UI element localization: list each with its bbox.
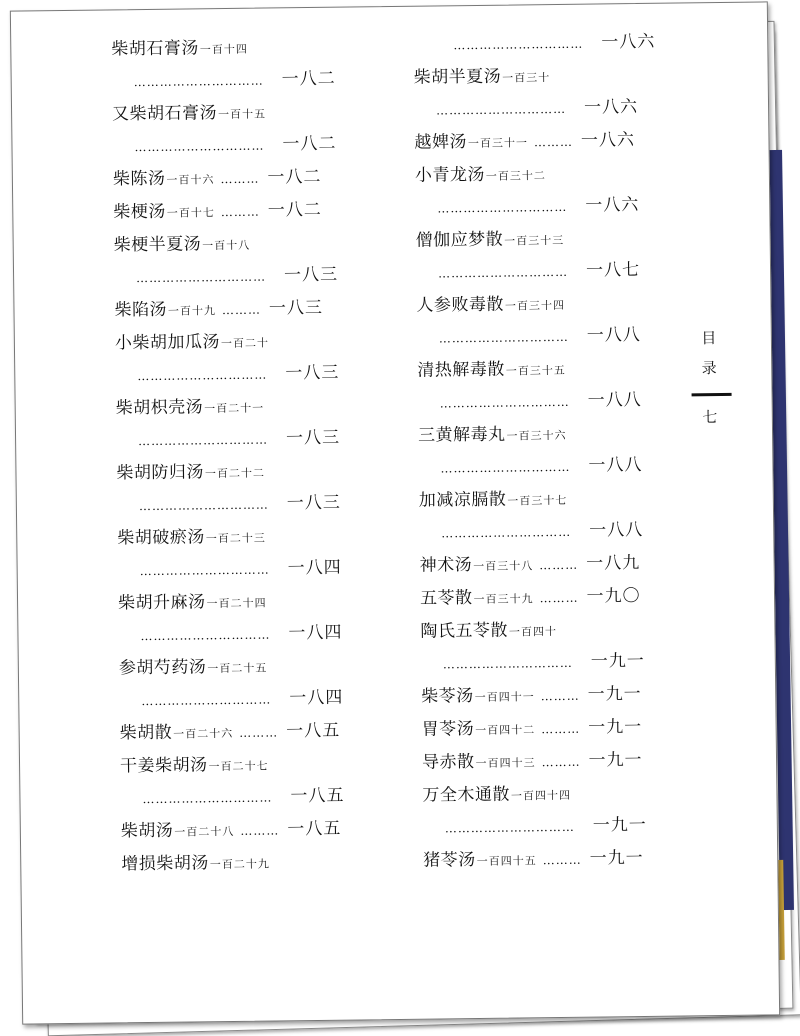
toc-entry-title: 柴苓汤: [421, 686, 474, 707]
toc-entry: [415, 155, 716, 224]
page-number: 七: [702, 408, 718, 427]
toc-entry-page: 一八三: [268, 297, 324, 319]
dot-leader: …………………………: [134, 138, 265, 155]
section-label: [691, 323, 728, 432]
toc-entry: [419, 545, 719, 582]
toc-entry-page: 一八三: [285, 362, 340, 384]
toc-entry: [420, 611, 721, 680]
toc-entry-title: 神术汤: [419, 555, 473, 576]
toc-entry-number: 一百十五: [218, 107, 267, 122]
toc-entry-title: 加减凉膈散: [418, 489, 507, 511]
toc-entry: [113, 192, 413, 229]
toc-entry-page: 一八三: [283, 264, 339, 286]
toc-entry-page: 一八三: [286, 492, 341, 514]
toc-entry: [414, 122, 714, 159]
toc-entry-title: 柴胡石膏汤: [111, 38, 199, 60]
toc-entry: [418, 415, 719, 484]
dot-leader: ………: [542, 852, 582, 868]
toc-entry-page: 一八八: [588, 454, 643, 476]
dot-leader: …………………………: [136, 269, 267, 286]
toc-entry: [114, 225, 415, 294]
toc-entry-number: 一百三十八: [473, 559, 534, 574]
toc-entry-title: 柴胡半夏汤: [413, 66, 502, 88]
toc-entry-title: 陶氏五苓散: [420, 620, 509, 642]
dot-leader: ………: [239, 725, 279, 740]
dot-leader: …………………………: [442, 655, 573, 672]
toc-entry-page: 一八七: [585, 259, 641, 281]
toc-entry-page: 一八六: [601, 31, 656, 53]
toc-entry-number: 一百二十: [220, 336, 269, 351]
dot-leader: ………: [240, 823, 280, 838]
toc-entry-title: 万全木通散: [422, 784, 511, 806]
toc-entry-number: 一百三十五: [505, 363, 566, 378]
toc-entry-title: 柴梗汤: [113, 201, 166, 223]
toc-entry-number: 一百二十二: [204, 466, 266, 481]
toc-entry: [420, 578, 720, 615]
dot-leader: …………………………: [138, 497, 269, 514]
dot-leader: …………………………: [141, 692, 272, 709]
toc-entry-title: 柴梗半夏汤: [113, 234, 202, 256]
toc-entry-page: 一九一: [592, 814, 647, 836]
toc-entry-number: 一百三十三: [504, 233, 565, 248]
toc-entry: [415, 220, 716, 289]
toc-entry: [421, 676, 721, 713]
toc-entry-number: 一百十九: [167, 304, 217, 318]
dot-leader: …………………………: [438, 329, 569, 346]
toc-entry-page: 一八二: [281, 68, 336, 90]
toc-entry-title: 猪苓汤: [423, 850, 476, 871]
toc-entry-page: 一八六: [580, 130, 636, 151]
toc-entry-title: 柴胡散: [119, 722, 173, 744]
toc-entry-page: 一八四: [287, 557, 342, 579]
toc-entry: [114, 290, 414, 327]
toc-entry-number: 一百四十三: [475, 756, 536, 771]
toc-entry: [119, 648, 420, 717]
toc-entry-title: 胃苓汤: [421, 719, 475, 740]
toc-entry-page: 一九一: [590, 650, 645, 672]
toc-entry-title: 柴陈汤: [112, 168, 166, 190]
toc-entry-title: 越婢汤: [414, 132, 468, 153]
toc-entry-title: 又柴胡石膏汤: [111, 103, 218, 125]
toc-entry: [115, 388, 416, 457]
toc-entry-number: 一百三十一: [467, 136, 529, 151]
toc-entry-title: 清热解毒散: [417, 359, 505, 381]
toc-entry: [115, 323, 416, 392]
dot-leader: ………: [221, 302, 262, 318]
toc-entry-title: 柴胡汤: [120, 820, 174, 842]
section-label-char: 录: [701, 359, 717, 378]
dot-leader: …………………………: [441, 524, 572, 541]
toc-page: [10, 1, 780, 1024]
toc-entry-page: 一九一: [588, 716, 643, 738]
toc-entry-title: 柴胡破瘀汤: [117, 527, 205, 549]
toc-entry: [120, 746, 421, 815]
toc-entry: [119, 713, 419, 750]
dot-leader: ………: [540, 688, 580, 704]
dot-leader: …………………………: [439, 394, 570, 411]
toc-entry-page: 一八八: [587, 389, 642, 411]
toc-entry-title: 柴胡防归汤: [116, 462, 205, 484]
toc-entry: [116, 453, 417, 522]
toc-left-column: [111, 29, 421, 881]
dot-leader: …………………………: [140, 627, 271, 644]
dot-leader: …………………………: [440, 459, 571, 476]
toc-entry-page: 一九一: [589, 847, 644, 869]
toc-entry-page: 一八五: [286, 720, 341, 742]
toc-entry: [413, 25, 713, 61]
dot-leader: …………………………: [453, 36, 584, 53]
toc-entry-title: 增损柴胡汤: [121, 853, 209, 875]
toc-entry-title: 五苓散: [419, 588, 473, 609]
toc-entry-title: 导赤散: [421, 752, 475, 773]
toc-entry-title: 三黄解毒丸: [417, 424, 506, 446]
toc-entry-page: 一九〇: [586, 586, 641, 607]
toc-entry-page: 一八五: [287, 818, 342, 840]
toc-entry-number: 一百三十七: [507, 493, 568, 508]
dot-leader: ………: [220, 171, 260, 187]
toc-entry-number: 一百三十四: [504, 298, 566, 313]
toc-entry-number: 一百三十六: [506, 428, 567, 443]
toc-entry-title: 参胡芍药汤: [118, 657, 207, 679]
toc-entry-page: 一八六: [585, 194, 640, 216]
section-divider: [692, 393, 732, 396]
dot-leader: …………………………: [133, 73, 264, 90]
dot-leader: …………………………: [142, 790, 273, 807]
toc-entry-number: 一百二十五: [207, 661, 268, 676]
toc-entry: [121, 811, 421, 848]
toc-right-column: [413, 25, 723, 877]
dot-leader: ………: [220, 204, 260, 220]
toc-entry-number: 一百二十四: [206, 596, 267, 611]
toc-entry-title: 小青龙汤: [414, 164, 485, 186]
dot-leader: ………: [541, 754, 581, 770]
toc-entry-page: 一八六: [583, 97, 639, 118]
toc-entry-title: 僧伽应梦散: [415, 229, 504, 251]
toc-entry-number: 一百四十二: [475, 723, 536, 738]
toc-entry: [416, 285, 717, 354]
dot-leader: …………………………: [435, 101, 567, 118]
toc-entry-number: 一百二十一: [204, 401, 265, 416]
toc-entry-page: 一八二: [267, 166, 322, 188]
dot-leader: …………………………: [444, 819, 575, 836]
toc-entry-page: 一八九: [586, 553, 641, 574]
toc-entry-number: 一百二十六: [173, 726, 234, 741]
toc-entry: [419, 480, 720, 549]
toc-entry-title: 柴陷汤: [114, 299, 168, 321]
dot-leader: ………: [539, 590, 579, 606]
dot-leader: …………………………: [137, 367, 268, 384]
toc-entry-title: 干姜柴胡汤: [119, 755, 208, 777]
dot-leader: …………………………: [437, 199, 568, 216]
toc-entry-number: 一百三十: [502, 71, 551, 85]
toc-entry: [422, 742, 722, 779]
toc-entry-title: 小柴胡加瓜汤: [114, 332, 221, 354]
toc-entry-number: 一百四十: [508, 625, 558, 639]
toc-entry: [118, 583, 419, 652]
toc-entry-number: 一百二十八: [174, 824, 235, 839]
dot-leader: ………: [539, 557, 579, 573]
toc-entry-number: 一百三十二: [485, 169, 546, 183]
dot-leader: ………: [533, 134, 574, 150]
toc-entry-title: 柴胡升麻汤: [117, 592, 206, 614]
toc-entry-page: 一九一: [588, 749, 643, 771]
toc-entry-number: 一百十四: [199, 42, 248, 57]
toc-entry-number: 一百二十三: [205, 531, 266, 546]
toc-entry-number: 一百四十一: [474, 690, 535, 705]
dot-leader: ………: [541, 721, 581, 737]
section-label-char: 目: [701, 329, 717, 348]
toc-entry-number: 一百四十四: [510, 788, 572, 803]
toc-entry-title: 人参败毒散: [416, 294, 505, 316]
toc-entry: [413, 57, 714, 126]
toc-entry-page: 一八五: [290, 785, 345, 807]
dot-leader: …………………………: [139, 562, 270, 579]
toc-entry: [117, 518, 418, 587]
toc-entry-number: 一百十六: [166, 173, 215, 187]
toc-entry: [121, 844, 421, 881]
toc-entry-page: 一八三: [285, 427, 341, 449]
toc-entry-page: 一八八: [589, 519, 644, 541]
toc-entry: [112, 94, 413, 163]
toc-entry-page: 一九一: [587, 683, 642, 705]
toc-entry: [113, 159, 413, 196]
toc-entry-page: 一八四: [288, 622, 343, 644]
toc-entry-page: 一八二: [282, 133, 337, 155]
toc-entry-page: 一八八: [586, 324, 641, 346]
toc-entry-title: 柴胡枳壳汤: [115, 397, 204, 419]
toc-entry: [421, 709, 721, 746]
toc-entry-number: 一百三十九: [473, 592, 534, 607]
toc-entry-page: 一八四: [289, 687, 344, 709]
toc-entry: [111, 29, 412, 98]
toc-entry: [417, 350, 718, 419]
toc-entry: [422, 775, 723, 844]
toc-entry-number: 一百十七: [166, 206, 215, 220]
dot-leader: …………………………: [437, 264, 569, 281]
toc-entry-number: 一百二十九: [209, 857, 270, 872]
dot-leader: …………………………: [138, 432, 269, 449]
toc-entry: [423, 840, 723, 877]
toc-entry-number: 一百二十七: [208, 759, 269, 774]
toc-entry-number: 一百十八: [202, 238, 251, 253]
toc-entry-number: 一百四十五: [476, 854, 537, 869]
toc-entry-page: 一八二: [267, 199, 322, 221]
